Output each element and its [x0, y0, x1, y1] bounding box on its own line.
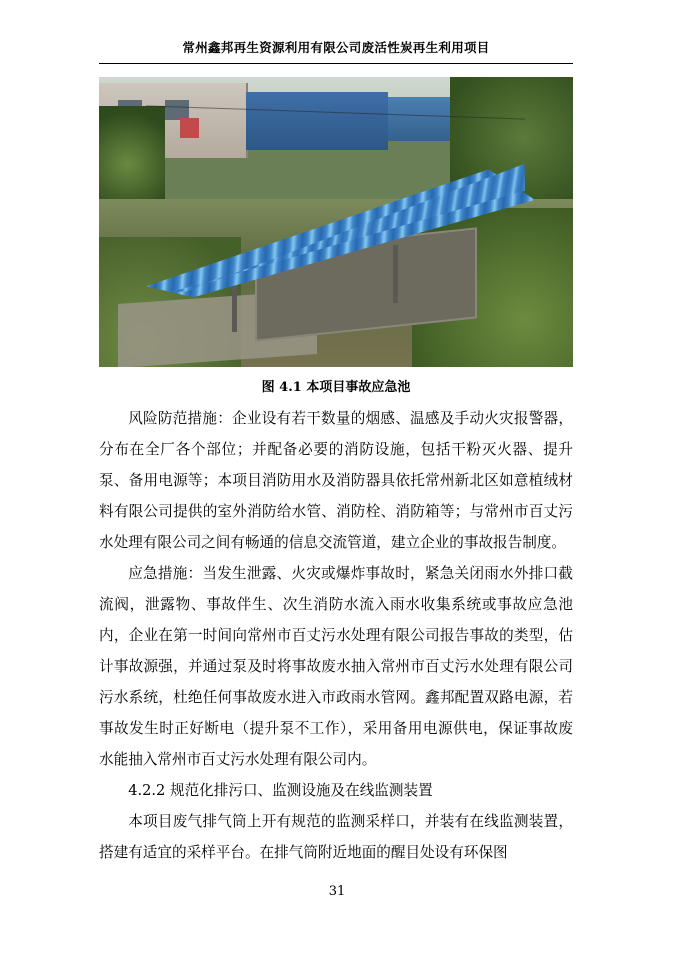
photo-laundry: [180, 118, 199, 138]
header-divider: [99, 63, 573, 64]
paragraph-emergency-measures: 应急措施：当发生泄露、火灾或爆炸事故时，紧急关闭雨水外排口截流阀，泄露物、事故伴生、次生消防水流入雨水收集系统或事故应急池内，企业在第一时间向常州市百丈污水处理有限公司报告事故的类型，估计事故源强，并通过泵及时将事故废水抽入常州市百丈污水处理有限公司污水系统，杜绝任何事故废水进入市政雨水管网。鑫邦配置双路电源，若事故发生时正好断电（提升泵不工作），采用备用电源供电，保证事故废水能抽入常州市百丈污水处理有限公司内。: [99, 565, 573, 768]
paragraph-monitoring: 本项目废气排气筒上开有规范的监测采样口，并装有在线监测装置，搭建有适宜的采样平台。在排气筒附近地面的醒目处设有环保图: [99, 813, 573, 861]
page-header: 常州鑫邦再生资源利用有限公司废活性炭再生利用项目: [182, 40, 490, 55]
photo-building-blue: [246, 92, 388, 150]
paragraph-risk-prevention: 风险防范措施：企业设有若干数量的烟感、温感及手动火灾报警器，分布在全厂各个部位；并配备必要的消防设施，包括干粉灭火器、提升泵、备用电源等；本项目消防用水及消防器具依托常州新北区如意植绒材料有限公司提供的室外消防给水管、消防栓、消防箱等；与常州市百丈污水处理有限公司之间有畅通的信息交流管道，建立企业的事故报告制度。: [99, 410, 573, 551]
body-text: [99, 403, 573, 868]
figure-block: [99, 77, 573, 395]
page-number: 31: [328, 884, 346, 899]
figure-caption: 图 4.1 本项目事故应急池: [261, 380, 411, 395]
section-number: 4.2.2: [128, 782, 166, 799]
page-content: [99, 38, 573, 868]
section-heading: [99, 775, 573, 806]
section-title: 规范化排污口、监测设施及在线监测装置: [169, 782, 433, 799]
photo-support-post: [393, 245, 398, 303]
figure-image-emergency-pool: [99, 77, 573, 367]
